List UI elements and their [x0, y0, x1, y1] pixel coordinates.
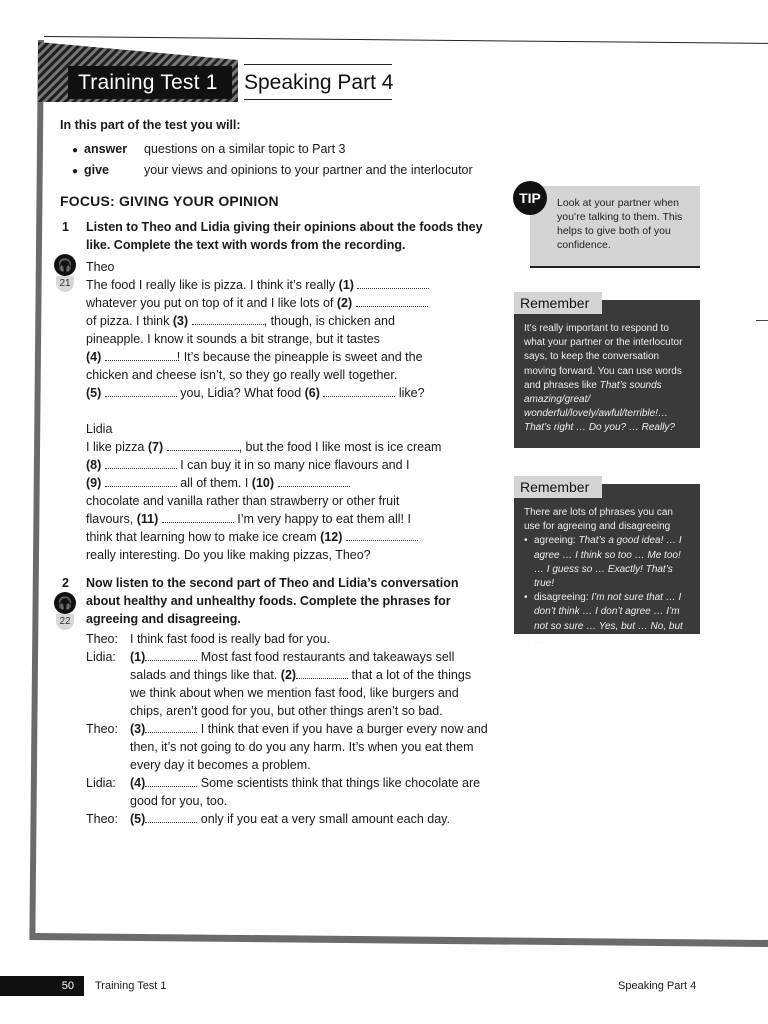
audio-track-badge[interactable]	[54, 254, 76, 292]
question-number: 1	[62, 220, 69, 234]
answer-gap[interactable]	[192, 313, 264, 325]
text-span: , though, is chicken and	[263, 314, 395, 328]
dialogue-line	[130, 648, 490, 720]
answer-gap[interactable]	[105, 475, 177, 487]
bullet-icon: ●	[72, 145, 79, 156]
gap-number: (2)	[280, 668, 297, 682]
remember-body	[514, 484, 700, 658]
answer-gap[interactable]	[105, 457, 177, 469]
lidia-paragraph	[86, 420, 490, 564]
remember-text: There are lots of phrases you can use for agreeing and disagreeing	[524, 507, 673, 533]
speaker-label: Theo:	[86, 812, 118, 826]
gap-number: (8)	[86, 458, 102, 472]
gap-number: (2)	[336, 296, 353, 310]
text-span: like?	[395, 386, 425, 400]
text-span: I like pizza	[86, 440, 148, 454]
answer-gap[interactable]	[167, 439, 239, 451]
focus-heading: FOCUS: GIVING YOUR OPINION	[60, 193, 279, 209]
text-span: ! It’s because the pineapple is sweet and the	[176, 350, 423, 364]
headphones-icon: 🎧	[54, 592, 76, 614]
intro-bullet	[72, 161, 490, 182]
title-rule	[244, 64, 392, 65]
text-line: chocolate and vanilla rather than strawberry or other fruit	[86, 494, 400, 508]
text-span: flavours,	[86, 512, 137, 526]
speaker-label: Lidia:	[86, 650, 116, 664]
text-line: chicken and cheese isn’t, so they go really well together.	[86, 368, 398, 382]
question-1	[57, 218, 490, 564]
gap-number: (5)	[86, 386, 102, 400]
answer-gap[interactable]	[278, 475, 350, 487]
text-span: all of them. I	[176, 476, 252, 490]
sheet-edge	[756, 320, 768, 321]
bullet-key: answer	[84, 142, 128, 156]
speaker-label: Theo:	[86, 722, 118, 736]
answer-gap[interactable]	[145, 649, 197, 661]
test-title: Training Test 1	[68, 66, 232, 99]
tip-badge: TIP	[513, 181, 547, 215]
question-instruction: Now listen to the second part of Theo and Lidia’s conversation about healthy and unhealthy foods. Complete the phrases for agreeing and disagreeing.	[86, 576, 459, 626]
answer-gap[interactable]	[323, 385, 395, 397]
text-span: Some scientists think that things like chocolate are good for you, too.	[130, 776, 481, 808]
gap-number: (3)	[172, 314, 189, 328]
dialogue-line	[130, 810, 490, 828]
text-span: , but the food I like most is ice cream	[238, 440, 442, 454]
phrase-examples: That’s a good idea! … I agree … I think so too … Me too! … I guess so … Exactly! That’s true!	[534, 535, 682, 590]
phrase-item	[524, 591, 690, 648]
answer-gap[interactable]	[145, 811, 197, 823]
bullet-icon: ●	[72, 166, 79, 177]
tip-box: Look at your partner when you’re talking to them. This helps to give both of you confidence.	[530, 186, 700, 268]
text-span: The food I really like is pizza. I think it’s really	[86, 278, 339, 292]
text-span: think that learning how to make ice cream	[86, 530, 321, 544]
phrase-label: agreeing:	[534, 535, 579, 547]
text-span: you, Lidia? What food	[176, 386, 305, 400]
gap-number: (3)	[130, 722, 146, 736]
speaker-name: Lidia	[86, 422, 113, 436]
gap-number: (6)	[304, 386, 320, 400]
answer-gap[interactable]	[296, 667, 348, 679]
bullet-key: give	[84, 163, 110, 177]
gap-number: (1)	[338, 278, 354, 292]
speaker-label: Lidia:	[86, 776, 116, 790]
gap-number: (5)	[130, 812, 146, 826]
gap-number: (9)	[86, 476, 102, 490]
speaker-name: Theo	[86, 260, 115, 274]
question-2	[57, 574, 490, 828]
remember-heading: Remember	[514, 476, 602, 498]
text-line: pineapple. I know it sounds a bit strange, but it tastes	[86, 332, 380, 346]
footer-part-title: Speaking Part 4	[618, 980, 697, 992]
speaker-label: Theo:	[86, 632, 118, 646]
bullet-text: questions on a similar topic to Part 3	[144, 142, 346, 156]
phrase-item	[524, 534, 690, 591]
dialogue-line	[130, 774, 490, 810]
remember-box-2	[514, 479, 700, 646]
answer-gap[interactable]	[145, 775, 197, 787]
text-line: really interesting. Do you like making pizzas, Theo?	[86, 548, 371, 562]
answer-gap[interactable]	[356, 295, 428, 307]
gap-number: (7)	[147, 440, 164, 454]
gap-number: (12)	[320, 530, 343, 544]
track-number: 22	[56, 614, 74, 630]
answer-gap[interactable]	[105, 349, 177, 361]
bullet-text: your views and opinions to your partner and the interlocutor	[144, 163, 473, 177]
dialogue-line: I think fast food is really bad for you.	[130, 632, 331, 646]
remember-heading: Remember	[514, 292, 602, 314]
text-span: that a lot of the things we think about when we mention fast food, like burgers and chips, aren’t good for you, but other things aren’t so bad.	[130, 668, 472, 718]
answer-gap[interactable]	[357, 277, 429, 289]
intro-heading: In this part of the test you will:	[60, 118, 241, 132]
question-instruction: Listen to Theo and Lidia giving their opinions about the foods they like. Complete the text with words from the recording.	[86, 220, 483, 252]
gap-number: (4)	[86, 350, 102, 364]
text-span: I can buy it in so many nice flavours and I	[176, 458, 410, 472]
gap-number: (11)	[136, 512, 159, 526]
theo-paragraph	[86, 258, 490, 402]
text-span: whatever you put on top of it and I like lots of	[86, 296, 337, 310]
remember-examples: That’s sounds amazing/great/ wonderful/lovely/awful/terrible!… That’s right … Do you? … Really?	[524, 379, 675, 434]
answer-gap[interactable]	[105, 385, 177, 397]
phrase-label: disagreeing:	[534, 592, 592, 604]
remember-text: It’s really important to respond to what your partner or the interlocutor says, to keep the conversation moving forward. You can use words and phrases like	[524, 323, 683, 391]
page-number: 50	[0, 976, 84, 996]
answer-gap[interactable]	[145, 721, 197, 733]
remember-box-1	[514, 295, 700, 448]
text-span: only if you eat a very small amount each day.	[197, 812, 450, 826]
main-content	[57, 116, 490, 828]
text-span: I’m very happy to eat them all! I	[233, 512, 411, 526]
title-rule	[244, 99, 392, 100]
gap-number: (1)	[130, 650, 146, 664]
track-number: 21	[56, 276, 74, 292]
audio-track-badge[interactable]	[54, 592, 76, 630]
answer-gap[interactable]	[346, 529, 418, 541]
gap-number: (10)	[251, 476, 275, 490]
text-span: I think that even if you have a burger every now and then, it’s not going to do you any harm. It’s when you eat them every day it becomes a problem.	[130, 722, 488, 772]
footer-test-title: Training Test 1	[95, 980, 167, 992]
question-number: 2	[62, 576, 69, 590]
answer-gap[interactable]	[162, 511, 234, 523]
gap-number: (4)	[130, 776, 146, 790]
phrase-examples: I’m not sure that … I don’t think … I don’t agree … I’m not so sure … Yes, but … No, but …	[534, 592, 683, 646]
dialogue-line	[130, 720, 490, 774]
headphones-icon: 🎧	[54, 254, 76, 276]
text-span: of pizza. I think	[86, 314, 173, 328]
intro-bullet	[72, 140, 490, 161]
phrase-list	[524, 534, 690, 648]
part-title: Speaking Part 4	[244, 71, 394, 94]
dialogue	[86, 630, 490, 828]
remember-body	[514, 300, 700, 446]
text-span: Most fast food restaurants and takeaways sell salads and things like that.	[130, 650, 455, 682]
